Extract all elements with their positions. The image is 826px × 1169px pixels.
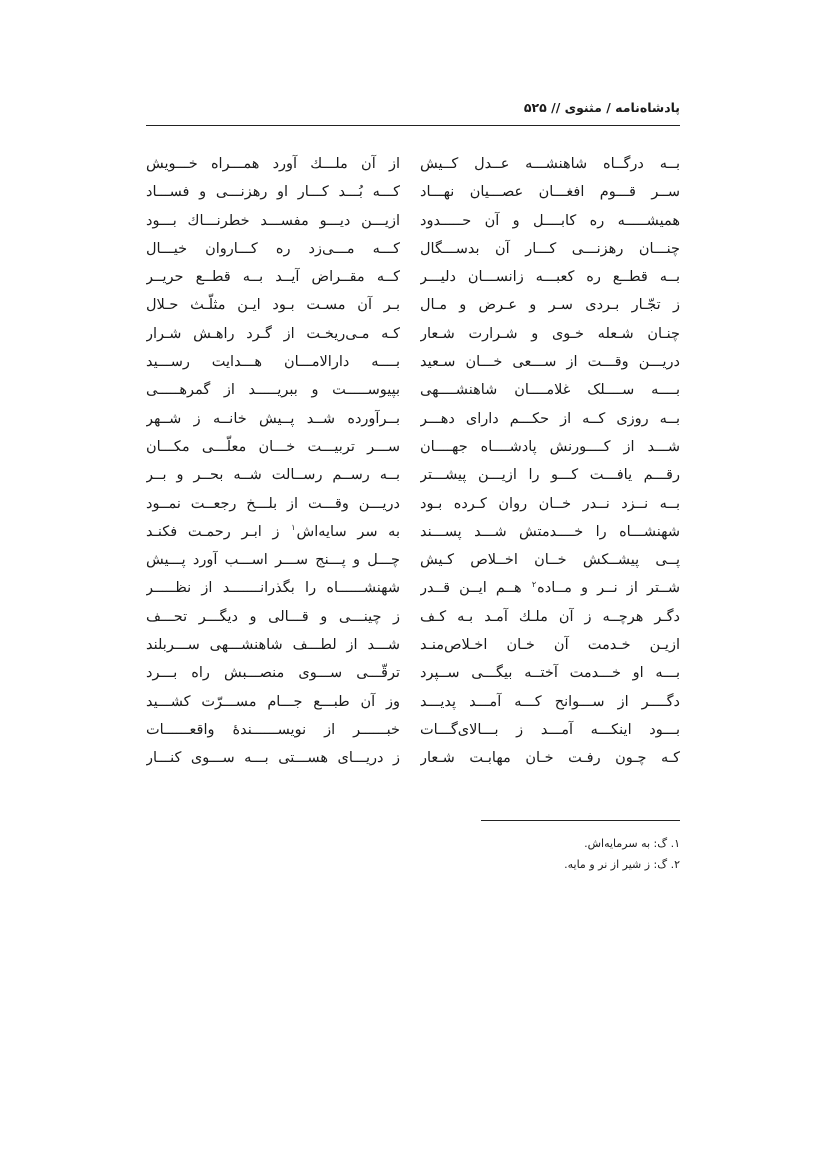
verse-line: خبــــــر از نويســــــندۀ واقعــــــات (146, 721, 400, 738)
verse-line: بپيوســـــت و ببريـــــد از گمرهـــــى (146, 382, 400, 399)
verse-line: ســر قـــوم افغـــان عصـــيان نهـــاد (420, 184, 680, 201)
verse-line: دگـر هرچــه ز آن ملـك آمـد بـه كـف (420, 608, 680, 625)
verse-line: بــرآورده شــد پــيش خانــه ز شــهر (146, 410, 400, 427)
verse-line: رقـــم يافـــت كـــو را ازيـــن پيشـــتر (420, 467, 680, 484)
verse-line: چـــل و پـــنج ســـر اســـب آورد پـــيش (146, 552, 400, 569)
verse-line: بـــود اينكـــه آمـــد ز بـــالاى‌گـــات (420, 721, 680, 738)
footnotes (146, 833, 680, 875)
footnote: ۱. گ: به سرمايه‌اش. (584, 837, 680, 850)
verse-line: بـر آن مسـت بـود ايـن مثلّـث حـلال (146, 297, 400, 314)
verse-line: بــه قطــع ره كعبـــه زانســـان دليـــر (420, 269, 680, 286)
verse-line: ســـر تربيـــت خـــان معلّـــى مكـــان (146, 438, 400, 455)
verse-line: بــه رســم رســالت شــه بحــر و بــر (146, 467, 400, 484)
verse-line: از آن ملـــك آورد همـــراه خـــويش (146, 156, 400, 172)
verse-line (420, 574, 680, 602)
header-rule (146, 125, 680, 126)
verse-line (146, 518, 400, 546)
verse-text: به سر سايه‌اش (296, 523, 400, 540)
verse-line: بــه درگــاه شاهنشـــه عــدل كــيش (420, 156, 680, 172)
verse-line: چنـان شـعله خـوى و شـرارت شـعار (420, 325, 680, 342)
footnote: ۲. گ: ز شير از نر و مايه. (564, 858, 680, 871)
verse-line: بــــه دارالامـــان هـــدايت رســـيد (146, 354, 400, 371)
verse-line: كـــه بُـــد كـــار او رهزنـــى و فســـاد (146, 184, 400, 201)
verse-line: ز چينـــى و قـــالى و ديگـــر تحـــف (146, 608, 400, 625)
verse-line: كـه چـون رفـت خـان مهابـت شـعار (420, 750, 680, 767)
verse-line: بــــه ســــلک غلامــــان شاهنشــــهى (420, 382, 680, 399)
verse-line: دريـــن وقـــت از بلـــخ رجعــت نمــود (146, 495, 400, 512)
verse-line: شهنشــــــاه را بگذرانـــــــد از نظـــــر (146, 580, 400, 597)
verse-line: كـــه مـــى‌زد ره كـــاروان خيـــال (146, 240, 400, 257)
verse-line: ز دريـــاى هســـتى بـــه ســـوى كنـــار (146, 750, 400, 767)
verse-line: شـــد از لطـــف شاهنشـــهى ســـربلند (146, 637, 400, 654)
poem-left-column (146, 150, 400, 773)
verse-line: بــه نــزد نــدر خــان روان كـرده بـود (420, 495, 680, 512)
verse-line: ازيـــن ديـــو مفســـد خطرنـــاك بـــود (146, 212, 400, 229)
verse-line: چنـــان رهزنـــى كـــار آن بدســـگال (420, 240, 680, 257)
verse-text-continued: هــم ايــن قــدر (420, 580, 522, 597)
footnote-rule (481, 820, 680, 821)
running-head: پادشاه‌نامه / مثنوی // ۵۲۵ (523, 100, 680, 115)
verse-text: شــتر از نــر و مــاده (537, 580, 680, 597)
verse-line: بــه روزى كــه از حكـــم داراى دهـــر (420, 410, 680, 427)
poem-right-column (420, 150, 680, 773)
verse-line: وز آن طبـــع جـــام مســـرّت كشـــيد (146, 693, 400, 710)
verse-text-continued: ز ابـر رحمـت فكنـد (146, 523, 280, 540)
verse-line: كــه مقــراض آيــد بــه قطــع حريــر (146, 269, 400, 286)
verse-line: شهنشـــاه را خــــدمتش شـــد پســـند (420, 523, 680, 540)
footnote-marker: ۱ (291, 523, 296, 533)
verse-line: دگــــر از ســـوانح كـــه آمـــد پديـــد (420, 693, 680, 710)
verse-line: پــى پيشــكش خــان اخــلاص كـيش (420, 552, 680, 569)
verse-line: ترقّـــى ســـوى منصـــبش راه بـــرد (146, 665, 400, 682)
verse-line: شـــد از كــــورنش پادشــــاه جهــــان (420, 438, 680, 455)
footnote-marker: ۲ (531, 579, 537, 589)
verse-line: دريـــن وقـــت از ســـعى خـــان سـعيد (420, 354, 680, 371)
verse-line: ز تجّـار بـردى سـر و عـرض و مـال (420, 297, 680, 314)
verse-line: كـه مـى‌ريخـت از گـرد راهـش شـرار (146, 325, 400, 342)
verse-line: بـــه او خـــدمت آختــه بيگـــى ســپرد (420, 665, 680, 682)
verse-line: ازيـن خـدمت آن خـان اخـلاص‌منـد (420, 637, 680, 654)
verse-line: هميشـــــه ره كابــــل و آن حـــــدود (420, 212, 680, 229)
